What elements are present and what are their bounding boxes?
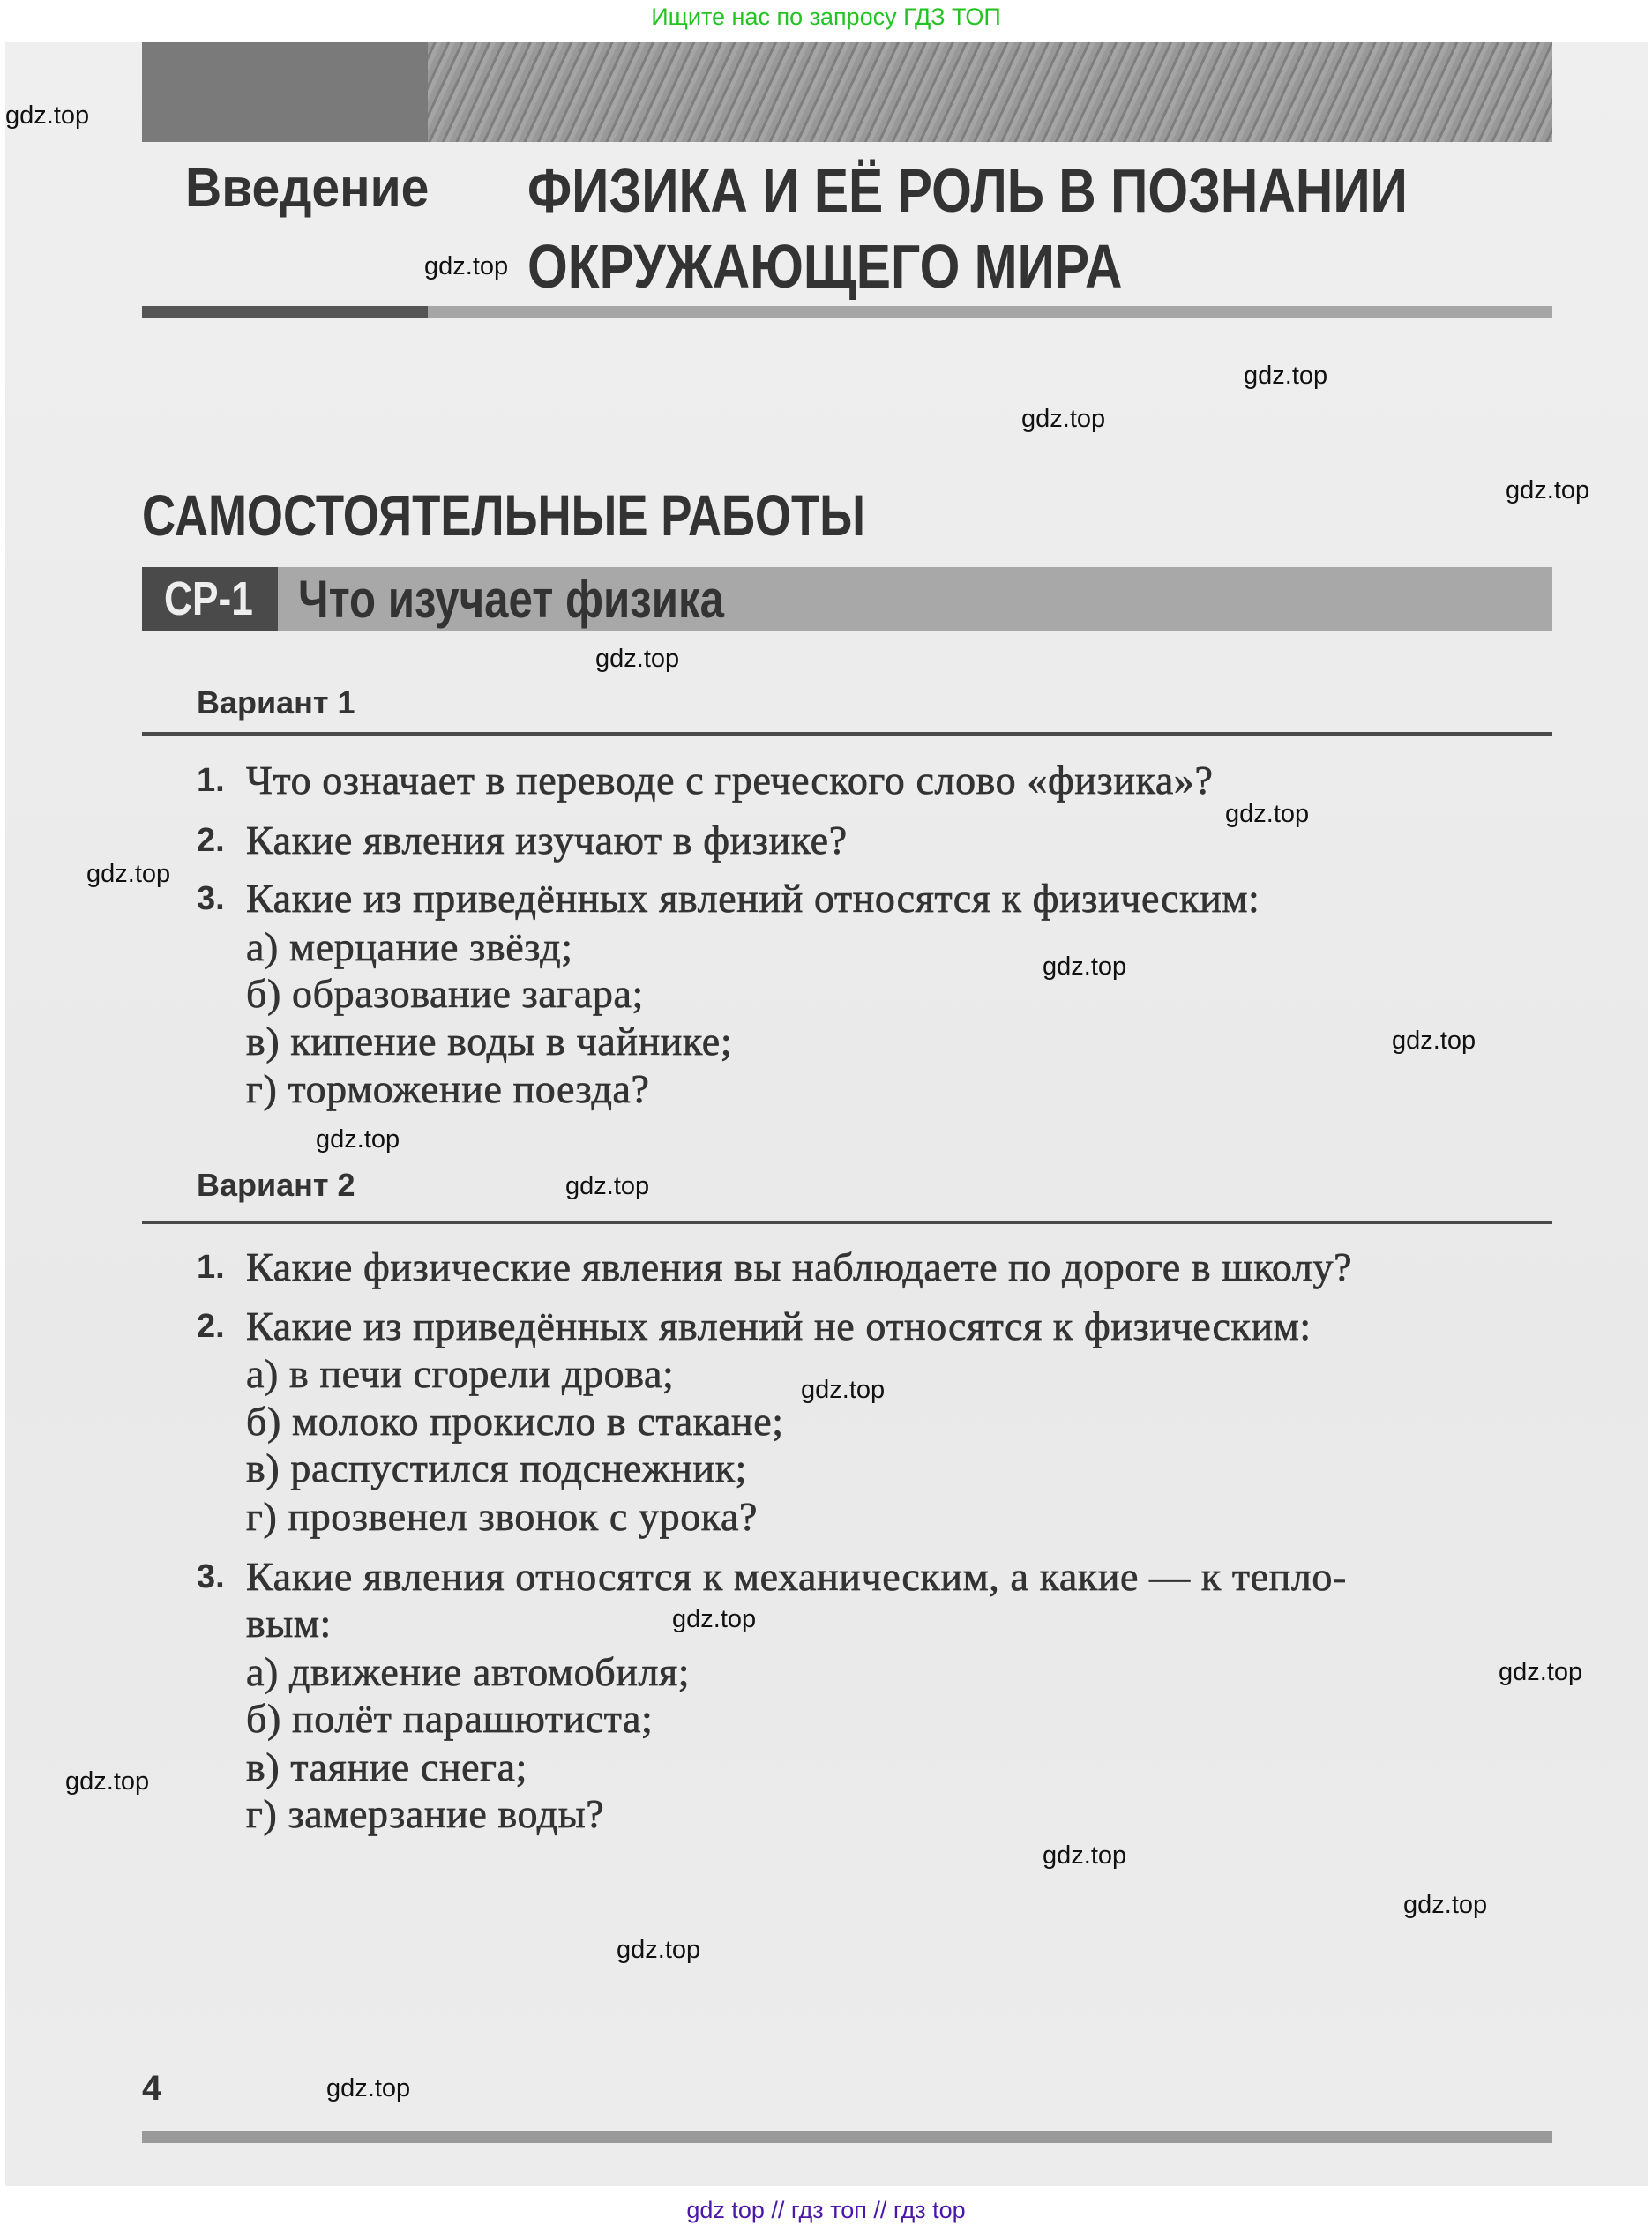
answer-option: г) замерзание воды?	[246, 1791, 605, 1836]
answer-option: г) торможение поезда?	[246, 1066, 650, 1111]
answer-option: в) таяние снега;	[246, 1744, 528, 1789]
answer-option: б) молоко прокисло в стакане;	[246, 1399, 784, 1444]
watermark: gdz.top	[316, 1125, 400, 1154]
watermark: gdz.top	[65, 1767, 150, 1796]
watermark: gdz.top	[1392, 1027, 1476, 1055]
answer-option: в) распустился подснежник;	[246, 1445, 748, 1490]
question-text: Какие из приведённых явлений не относятся к физическим:	[246, 1303, 1312, 1348]
question-number: 1.	[197, 1249, 225, 1286]
footer-watermark: gdz top // гдз топ // гдз top	[686, 2197, 966, 2223]
chapter-title-line1: ФИЗИКА И ЕЁ РОЛЬ В ПОЗНАНИИ	[527, 156, 1408, 225]
question-text: Какие явления относятся к механическим, а какие — к тепло-	[246, 1554, 1347, 1599]
work-title: Что изучает физика	[298, 570, 724, 629]
watermark: gdz.top	[1021, 405, 1106, 433]
answer-option: а) мерцание звёзд;	[246, 924, 573, 969]
answer-option: б) полёт парашютиста;	[246, 1696, 654, 1741]
chapter-title-line2: ОКРУЖАЮЩЕГО МИРА	[527, 232, 1123, 301]
chapter-divider	[142, 306, 1552, 318]
answer-option: б) образование загара;	[246, 971, 644, 1016]
section-title: САМОСТОЯТЕЛЬНЫЕ РАБОТЫ	[142, 482, 865, 548]
work-code: СР-1	[164, 572, 253, 625]
watermark: gdz.top	[424, 252, 509, 280]
watermark: gdz.top	[1403, 1891, 1488, 1919]
answer-option: в) кипение воды в чайнике;	[246, 1019, 733, 1064]
question-number: 2.	[197, 822, 225, 859]
question-text-continued: вым:	[246, 1601, 332, 1646]
watermark: gdz.top	[617, 1936, 701, 1964]
watermark: gdz.top	[5, 101, 90, 130]
watermark: gdz.top	[801, 1376, 886, 1404]
question-text: Какие явления изучают в физике?	[246, 818, 848, 863]
footer-divider	[142, 2131, 1552, 2143]
chapter-banner-illustration	[428, 42, 1552, 142]
watermark: gdz.top	[1506, 476, 1590, 504]
watermark: gdz.top	[565, 1172, 650, 1200]
chapter-banner-dark-block	[142, 42, 428, 142]
question-text: Какие из приведённых явлений относятся к физическим:	[246, 876, 1260, 921]
search-hint-banner: Ищите нас по запросу ГДЗ ТОП	[651, 4, 1001, 30]
textbook-page	[5, 42, 1648, 2186]
answer-option: г) прозвенел звонок с урока?	[246, 1494, 759, 1539]
question-number: 1.	[197, 762, 225, 799]
intro-label: Введение	[185, 158, 430, 219]
variant-1-label: Вариант 1	[197, 684, 355, 721]
question-text: Какие физические явления вы наблюдаете по дороге в школу?	[246, 1244, 1353, 1289]
answer-option: а) в печи сгорели дрова;	[246, 1351, 675, 1396]
watermark: gdz.top	[1043, 952, 1127, 981]
watermark: gdz.top	[595, 645, 680, 673]
page-number: 4	[142, 2069, 162, 2108]
question-text: Что означает в переводе с греческого слово «физика»?	[246, 758, 1214, 803]
variant-2-label: Вариант 2	[197, 1167, 355, 1203]
watermark: gdz.top	[1225, 800, 1310, 828]
answer-option: а) движение автомобиля;	[246, 1649, 691, 1694]
variant-1-divider	[142, 732, 1552, 736]
watermark: gdz.top	[1043, 1841, 1127, 1870]
variant-2-divider	[142, 1221, 1552, 1224]
watermark: gdz.top	[326, 2074, 411, 2102]
question-number: 3.	[197, 1558, 225, 1595]
watermark: gdz.top	[1499, 1658, 1583, 1686]
watermark: gdz.top	[1244, 362, 1328, 390]
question-number: 3.	[197, 880, 225, 917]
question-number: 2.	[197, 1308, 225, 1345]
watermark: gdz.top	[86, 860, 171, 888]
watermark: gdz.top	[672, 1605, 757, 1633]
